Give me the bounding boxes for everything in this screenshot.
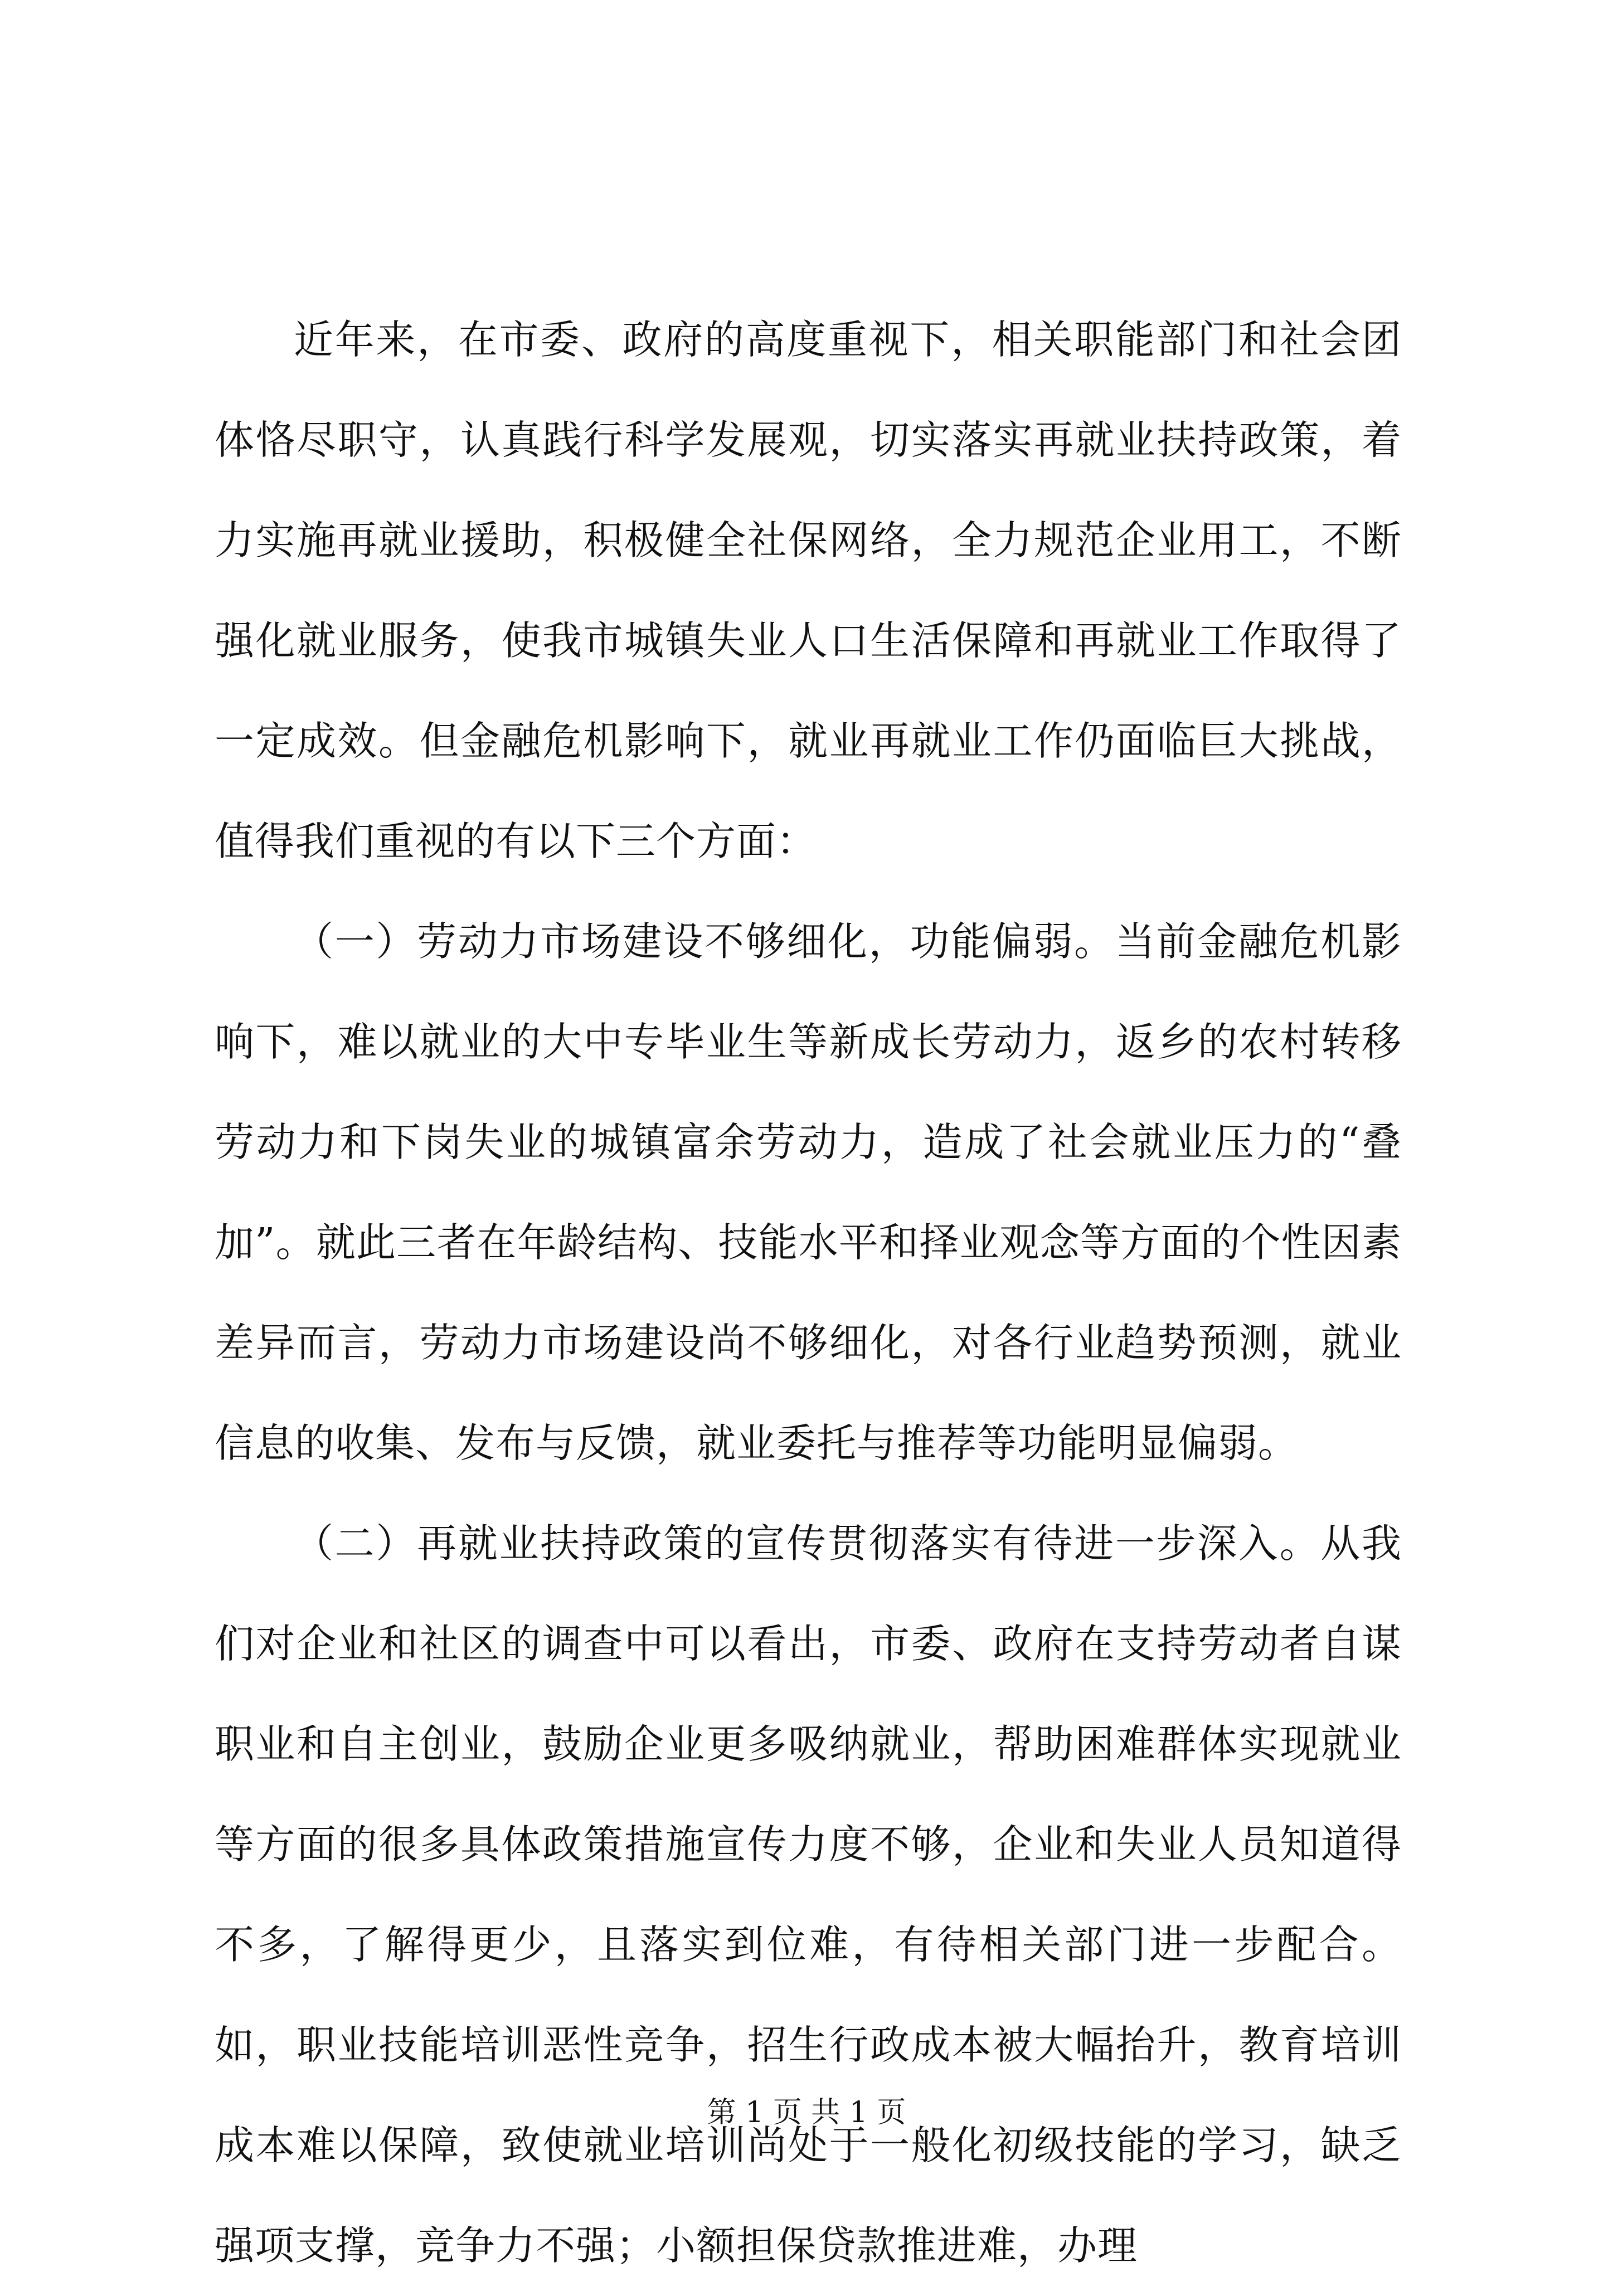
paragraph-intro: 近年来，在市委、政府的高度重视下，相关职能部门和社会团体恪尽职守，认真践行科学发展观，切实落实再就业扶持政策，着力实施再就业援助，积极健全社保网络，全力规范企业用工，不断强化就业服务，使我市城镇失业人口生活保障和再就业工作取得了一定成效。但金融危机影响下，就业再就业工作仍面临巨大挑战，值得我们重视的有以下三个方面： bbox=[215, 317, 1402, 864]
page-footer: 第 1 页 共 1 页 bbox=[707, 2096, 906, 2129]
paragraph-section-1: （一）劳动力市场建设不够细化，功能偏弱。当前金融危机影响下，难以就业的大中专毕业生等新成长劳动力，返乡的农村转移劳动力和下岗失业的城镇富余劳动力，造成了社会就业压力的“叠加”。就此三者在年龄结构、技能水平和择业观念等方面的个性因素差异而言，劳动力市场建设尚不够细化，对各行业趋势预测，就业信息的收集、发布与反馈，就业委托与推荐等功能明显偏弱。 bbox=[215, 918, 1402, 1466]
document-body bbox=[215, 290, 1402, 2296]
paragraph-section-2: （二）再就业扶持政策的宣传贯彻落实有待进一步深入。从我们对企业和社区的调查中可以看出，市委、政府在支持劳动者自谋职业和自主创业，鼓励企业更多吸纳就业，帮助困难群体实现就业等方面的很多具体政策措施宣传力度不够，企业和失业人员知道得不多，了解得更少，且落实到位难，有待相关部门进一步配合。如，职业技能培训恶性竞争，招生行政成本被大幅抬升，教育培训成本难以保障，致使就业培训尚处于一般化初级技能的学习，缺乏强项支撑，竞争力不强；小额担保贷款推进难，办理 bbox=[215, 1520, 1402, 2269]
